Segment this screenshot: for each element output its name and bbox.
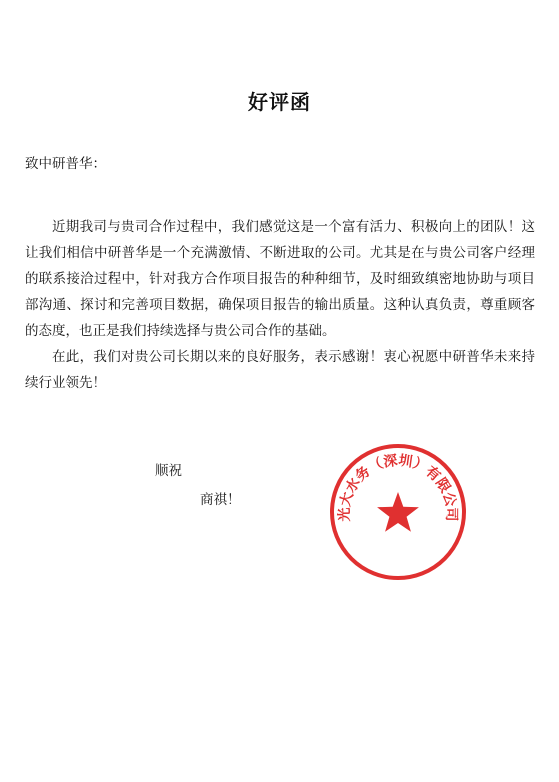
seal-star-icon xyxy=(377,492,419,532)
letter-title: 好评函 xyxy=(248,90,311,114)
paragraph-2: 在此，我们对贵公司长期以来的良好服务，表示感谢！衷心祝愿中研普华未来持续行业领先！ xyxy=(25,349,535,391)
closing-wish: 商祺！ xyxy=(200,492,241,508)
closing-greeting: 顺祝 xyxy=(155,463,182,479)
salutation: 致中研普华： xyxy=(25,156,106,172)
paragraph-1: 近期我司与贵司合作过程中，我们感觉这是一个富有活力、积极向上的团队！这让我们相信中研普华是一个充满激情、不断进取的公司。尤其是在与贵公司客户经理的联系接洽过程中，针对我方合作项目报告的种种细节，及时细致缜密地协助与项目部沟通、探讨和完善项目数据，确保项目报告的输出质量。这种认真负责，尊重顾客的态度，也正是我们持续选择与贵公司合作的基础。 xyxy=(25,219,535,339)
letter-body xyxy=(25,214,535,396)
seal-text: 光大水务（深圳）有限公司 xyxy=(336,452,460,522)
company-seal-icon xyxy=(326,440,470,584)
